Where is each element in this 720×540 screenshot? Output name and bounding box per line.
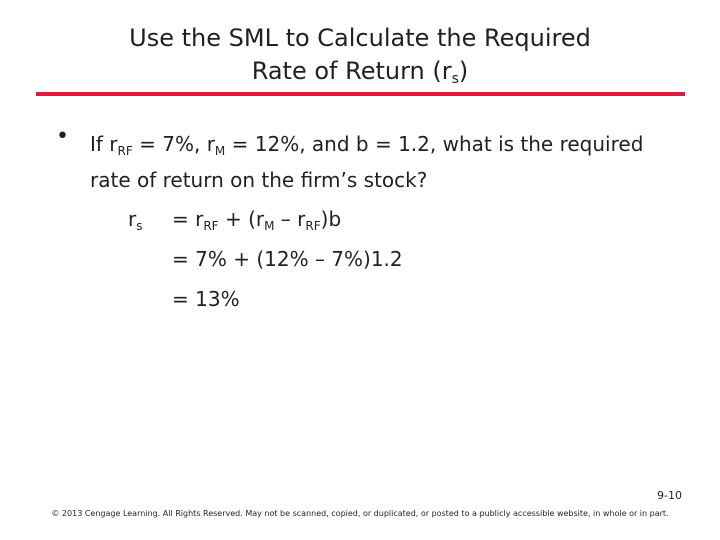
eq1-part-b: + (r — [218, 207, 265, 231]
title-line-2-suffix: ) — [458, 57, 469, 85]
copyright-footer: © 2013 Cengage Learning. All Rights Reserved. May not be scanned, copied, or duplicated, or posted to a publicly accessible website, in whole or in part. — [51, 509, 669, 518]
title-divider — [36, 92, 685, 96]
page-number: 9-10 — [657, 489, 682, 502]
eq1-part-d: )b — [320, 207, 342, 231]
equation-label — [128, 206, 143, 239]
title-line-2 — [0, 55, 720, 96]
equation-label-sub: s — [136, 219, 143, 233]
question-sub-m: M — [214, 144, 226, 158]
eq1-part-a: = r — [172, 207, 204, 231]
slide-title — [0, 22, 720, 96]
equation-line-3: = 13% — [172, 287, 240, 311]
title-line-2-prefix: Rate of Return (r — [251, 57, 452, 85]
question-part-3: = 12%, and b = 1.2, what is the required rate of return on the firm’s stock? — [90, 132, 644, 192]
equation-line-1 — [172, 206, 341, 239]
question-text — [90, 130, 650, 195]
question-part-1: If r — [90, 132, 118, 156]
question-part-2: = 7%, r — [132, 132, 215, 156]
equation-label-r: r — [128, 207, 137, 231]
question-sub-rf: RF — [117, 144, 133, 158]
eq1-sub-b: M — [264, 219, 275, 233]
eq1-sub-a: RF — [203, 219, 219, 233]
title-line-1: Use the SML to Calculate the Required — [129, 24, 591, 52]
title-subscript: s — [451, 71, 459, 87]
equation-line-2: = 7% + (12% – 7%)1.2 — [172, 247, 403, 271]
eq1-sub-c: RF — [305, 219, 321, 233]
eq1-part-c: – r — [274, 207, 306, 231]
bullet-icon: • — [56, 124, 69, 149]
